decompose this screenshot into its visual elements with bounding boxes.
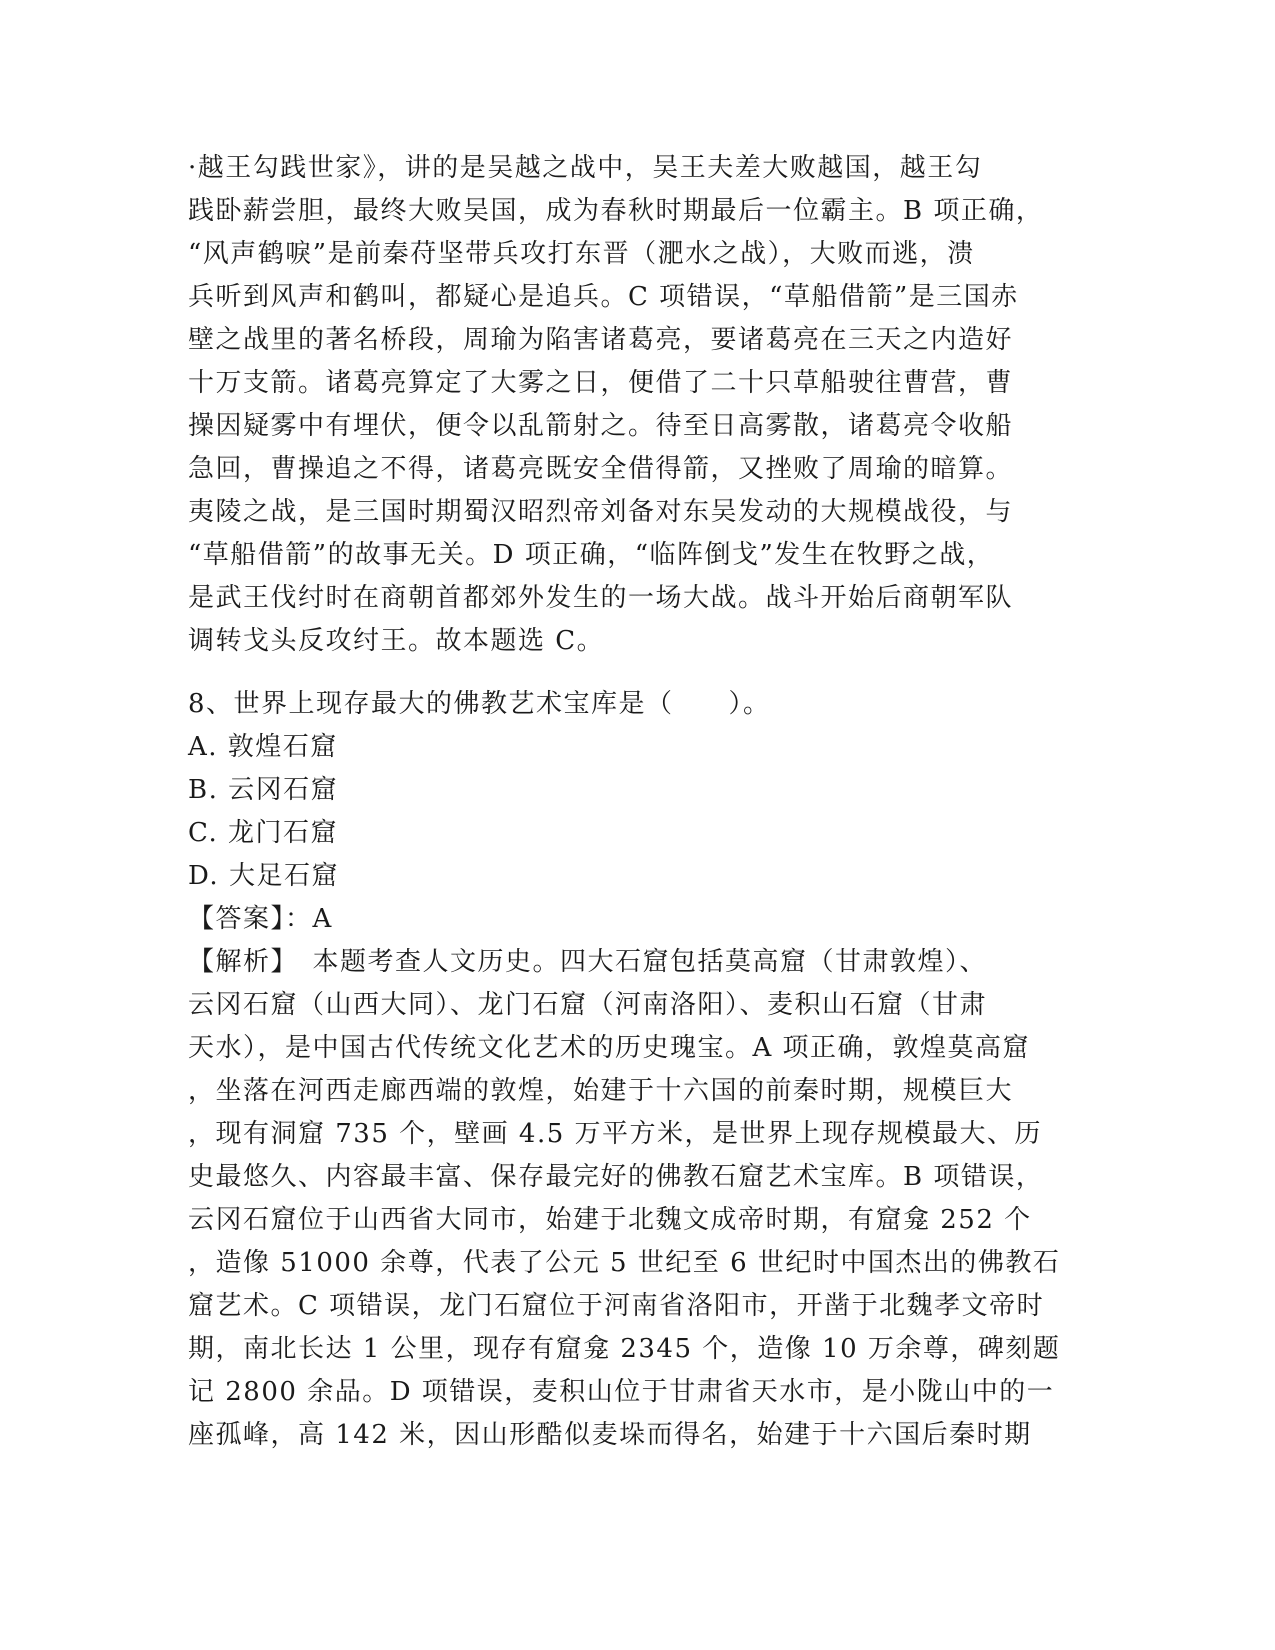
text-line: 夷陵之战，是三国时期蜀汉昭烈帝刘备对东吴发动的大规模战役，与	[188, 497, 1014, 527]
analysis-line: 期，南北长达 1 公里，现存有窟龛 2345 个，造像 10 万余尊，碑刻题	[188, 1334, 1061, 1364]
text-line: 壁之战里的著名桥段，周瑜为陷害诸葛亮，要诸葛亮在三天之内造好	[188, 325, 1014, 355]
text-line: 兵听到风声和鹤叫，都疑心是追兵。C 项错误，“草船借箭”是三国赤	[188, 282, 1019, 312]
text-line: 操因疑雾中有埋伏，便令以乱箭射之。待至日高雾散，诸葛亮令收船	[188, 411, 1014, 441]
text-line: 急回，曹操追之不得，诸葛亮既安全借得箭，又挫败了周瑜的暗算。	[188, 454, 1014, 484]
analysis-line: 云冈石窟位于山西省大同市，始建于北魏文成帝时期，有窟龛 252 个	[188, 1205, 1032, 1235]
analysis-line: 史最悠久、内容最丰富、保存最完好的佛教石窟艺术宝库。B 项错误，	[188, 1162, 1044, 1192]
text-line: “草船借箭”的故事无关。D 项正确，“临阵倒戈”发生在牧野之战，	[188, 540, 995, 570]
analysis-line: 记 2800 余品。D 项错误，麦积山位于甘肃省天水市，是小陇山中的一	[188, 1377, 1055, 1407]
answer-line: 【答案】：A	[188, 904, 333, 934]
text-line: 践卧薪尝胆，最终大败吴国，成为春秋时期最后一位霸主。B 项正确，	[188, 196, 1044, 226]
option-c: C. 龙门石窟	[188, 818, 338, 848]
question-8	[188, 683, 1088, 1457]
option-d: D. 大足石窟	[188, 861, 339, 891]
text-line: 调转戈头反攻纣王。故本题选 C。	[188, 626, 605, 656]
analysis-line: 天水），是中国古代传统文化艺术的历史瑰宝。A 项正确，敦煌莫高窟	[188, 1033, 1031, 1063]
option-b: B. 云冈石窟	[188, 775, 339, 805]
text-line: ·越王勾践世家》，讲的是吴越之战中，吴王夫差大败越国，越王勾	[188, 153, 983, 183]
text-line: 十万支箭。诸葛亮算定了大雾之日，便借了二十只草船驶往曹营，曹	[188, 368, 1014, 398]
analysis-line: 【解析】 本题考查人文历史。四大石窟包括莫高窟（甘肃敦煌）、	[188, 947, 988, 977]
analysis-line: ，造像 51000 余尊，代表了公元 5 世纪至 6 世纪时中国杰出的佛教石	[188, 1248, 1061, 1278]
text-line: “风声鹤唳”是前秦苻坚带兵攻打东晋（淝水之战），大败而逃，溃	[188, 239, 975, 269]
question-stem: 8、世界上现存最大的佛教艺术宝库是（ ）。	[188, 689, 771, 719]
analysis-line: 座孤峰，高 142 米，因山形酷似麦垛而得名，始建于十六国后秦时期	[188, 1420, 1032, 1450]
analysis-line: 窟艺术。C 项错误，龙门石窟位于河南省洛阳市，开凿于北魏孝文帝时	[188, 1291, 1045, 1321]
analysis-line: ，现有洞窟 735 个，壁画 4.5 万平方米，是世界上现存规模最大、历	[188, 1119, 1043, 1149]
analysis-line: 云冈石窟（山西大同）、龙门石窟（河南洛阳）、麦积山石窟（甘肃	[188, 990, 988, 1020]
text-line: 是武王伐纣时在商朝首都郊外发生的一场大战。战斗开始后商朝军队	[188, 583, 1014, 613]
option-a: A. 敦煌石窟	[188, 732, 338, 762]
previous-analysis-continuation	[188, 147, 1088, 663]
analysis-line: ，坐落在河西走廊西端的敦煌，始建于十六国的前秦时期，规模巨大	[188, 1076, 1014, 1106]
